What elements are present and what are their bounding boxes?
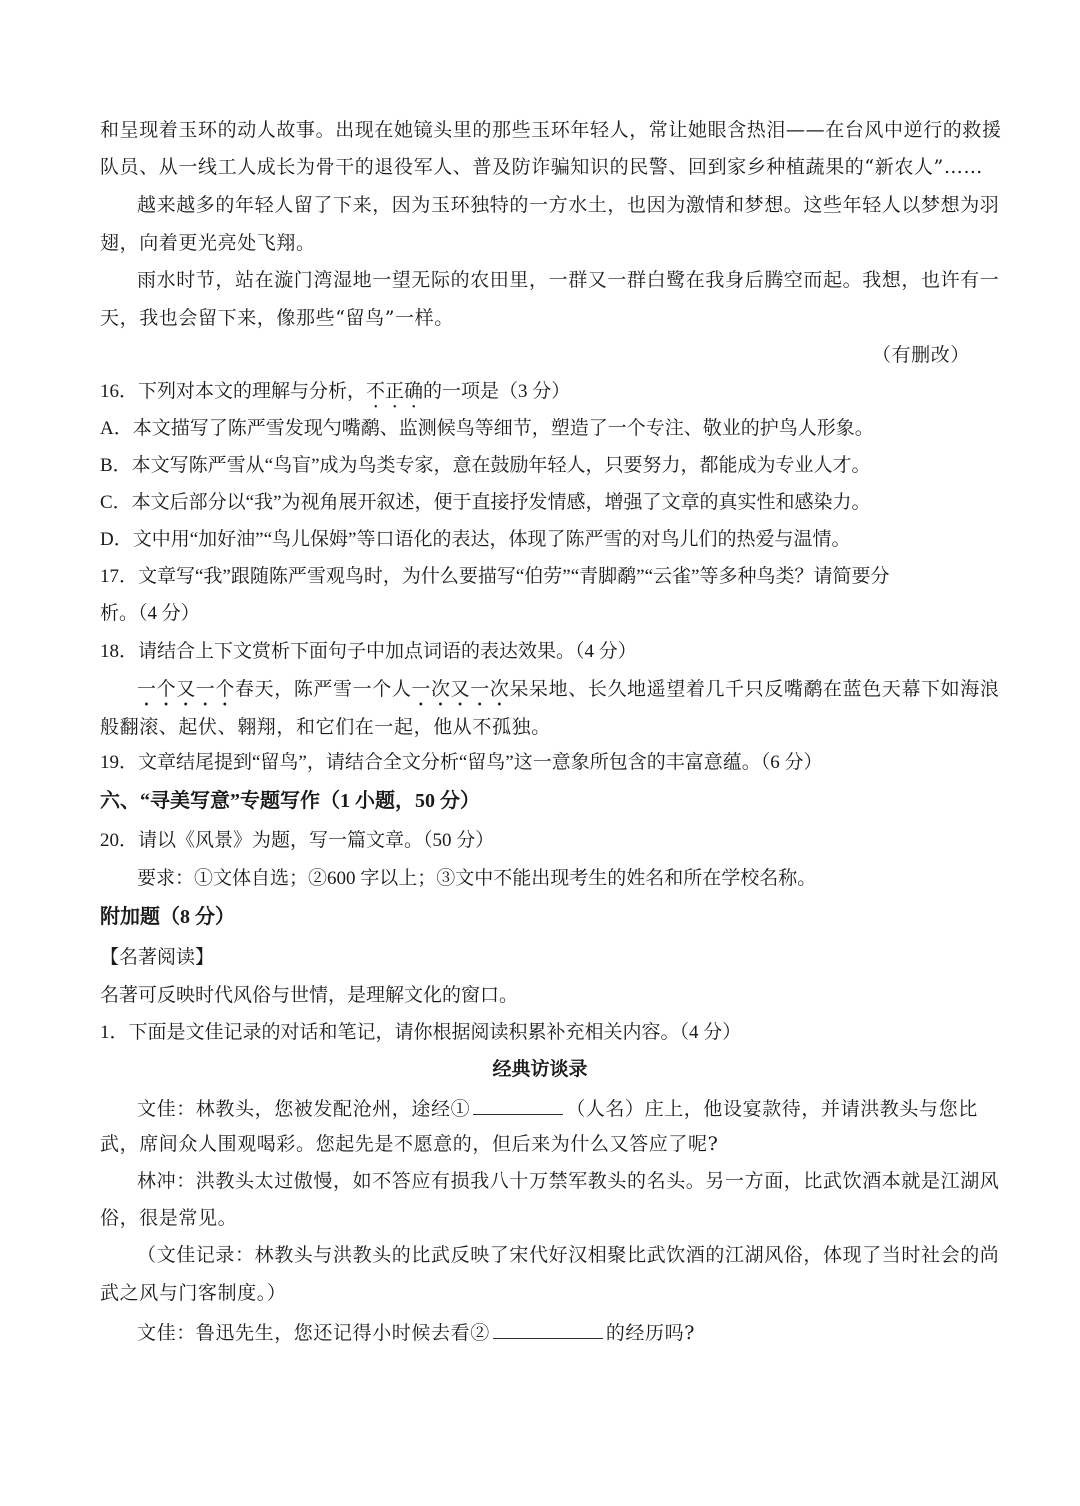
q16-option-c: C．本文后部分以“我”为视角展开叙述，便于直接抒发情感，增强了文章的真实性和感染力。	[100, 492, 871, 513]
question-17-line: 17．文章写“我”跟随陈严雪观鸟时，为什么要描写“伯劳”“青脚鹬”“云雀”等多种鸟类？请简要分	[100, 566, 890, 587]
dialogue-text: 文佳：鲁迅先生，您还记得小时候去看②	[137, 1322, 490, 1344]
extra-intro: 名著可反映时代风俗与世情，是理解文化的窗口。	[100, 985, 519, 1006]
dialogue-text: （人名）庄上，他设宴款待，并请洪教头与您比	[566, 1098, 978, 1120]
question-18-stem: 18．请结合上下文赏析下面句子中加点词语的表达效果。（4 分）	[100, 641, 637, 662]
section-6-title: 六、“寻美写意”专题写作（1 小题，50 分）	[100, 790, 480, 812]
dialogue-text: 文佳：林教头，您被发配沧州，途经①	[137, 1098, 471, 1120]
fill-blank-1[interactable]	[473, 1094, 563, 1115]
dialogue-wenjia-2	[137, 1318, 695, 1346]
interview-heading: 经典访谈录	[492, 1059, 588, 1080]
passage-line: 雨水时节，站在漩门湾湿地一望无际的农田里，一群又一群白鹭在我身后腾空而起。我想，也许有一	[137, 269, 1000, 291]
passage-line: 队员、从一线工人成长为骨干的退役军人、普及防诈骗知识的民警、回到家乡种植蔬果的“新农人”……	[100, 156, 984, 178]
q18-sentence-part: 春天，陈严雪一个人	[235, 678, 412, 700]
question-16-stem	[100, 379, 570, 413]
q18-sentence-part: 呆呆地、长久地遥望着几千只反嘴鹬在蓝色天幕下如海浪	[509, 678, 1000, 700]
q16-stem-a: 16．下列对本文的理解与分析，	[100, 381, 367, 402]
dialogue-line: 武，席间众人围观喝彩。您起先是不愿意的，但后来为什么又答应了呢?	[100, 1133, 719, 1155]
passage-line: 越来越多的年轻人留了下来，因为玉环独特的一方水土，也因为激情和梦想。这些年轻人以梦想为羽	[137, 194, 1000, 216]
question-20-stem: 20．请以《风景》为题，写一篇文章。（50 分）	[100, 830, 495, 851]
extra-section-title: 附加题（8 分）	[100, 906, 235, 928]
q18-emphasis-2: 一次又一次	[411, 678, 510, 700]
q16-stem-b: 的一项是（3 分）	[423, 381, 571, 402]
record-note: 武之风与门客制度。）	[100, 1282, 287, 1304]
dialogue-linchong: 林冲：洪教头太过傲慢，如不答应有损我八十万禁军教头的名头。另一方面，比武饮酒本就是江湖风	[137, 1170, 1000, 1192]
fill-blank-2[interactable]	[493, 1318, 603, 1339]
q18-sentence-line2: 般翻滚、起伏、翱翔，和它们在一起，他从不孤独。	[100, 716, 551, 738]
q18-emphasis-1: 一个又一个	[137, 678, 236, 700]
dialogue-text: 的经历吗?	[605, 1322, 695, 1344]
q16-option-d: D．文中用“加好油”“鸟儿保姆”等口语化的表达，体现了陈严雪的对鸟儿们的热爱与温情。	[100, 529, 851, 550]
q16-option-a: A．本文描写了陈严雪发现勺嘴鹬、监测候鸟等细节，塑造了一个专注、敬业的护鸟人形象。	[100, 418, 874, 439]
q16-emphasis: 不正确	[366, 381, 424, 402]
source-note: （有删改）	[871, 344, 970, 366]
question-17-line: 析。（4 分）	[100, 603, 200, 624]
q18-quoted-sentence	[137, 676, 999, 711]
question-19-stem: 19．文章结尾提到“留鸟”，请结合全文分析“留鸟”这一意象所包含的丰富意蕴。（6 分）	[100, 752, 823, 773]
extra-question-1: 1．下面是文佳记录的对话和笔记，请你根据阅读积累补充相关内容。（4 分）	[100, 1022, 742, 1043]
q16-option-b: B．本文写陈严雪从“鸟盲”成为鸟类专家，意在鼓励年轻人，只要努力，都能成为专业人才。	[100, 455, 871, 476]
dialogue-line: 俗，很是常见。	[100, 1207, 238, 1229]
passage-line: 天，我也会留下来，像那些“留鸟”一样。	[100, 307, 454, 329]
reading-tag: 【名著阅读】	[100, 947, 215, 968]
record-note: （文佳记录：林教头与洪教头的比武反映了宋代好汉相聚比武饮酒的江湖风俗，体现了当时社会的尚	[137, 1244, 1000, 1266]
passage-line: 和呈现着玉环的动人故事。出现在她镜头里的那些玉环年轻人，常让她眼含热泪——在台风中逆行的救援	[100, 119, 1002, 141]
q20-requirements: 要求：①文体自选；②600 字以上；③文中不能出现考生的姓名和所在学校名称。	[137, 868, 817, 889]
dialogue-wenjia-1	[137, 1094, 978, 1122]
passage-line: 翅，向着更光亮处飞翔。	[100, 232, 316, 254]
